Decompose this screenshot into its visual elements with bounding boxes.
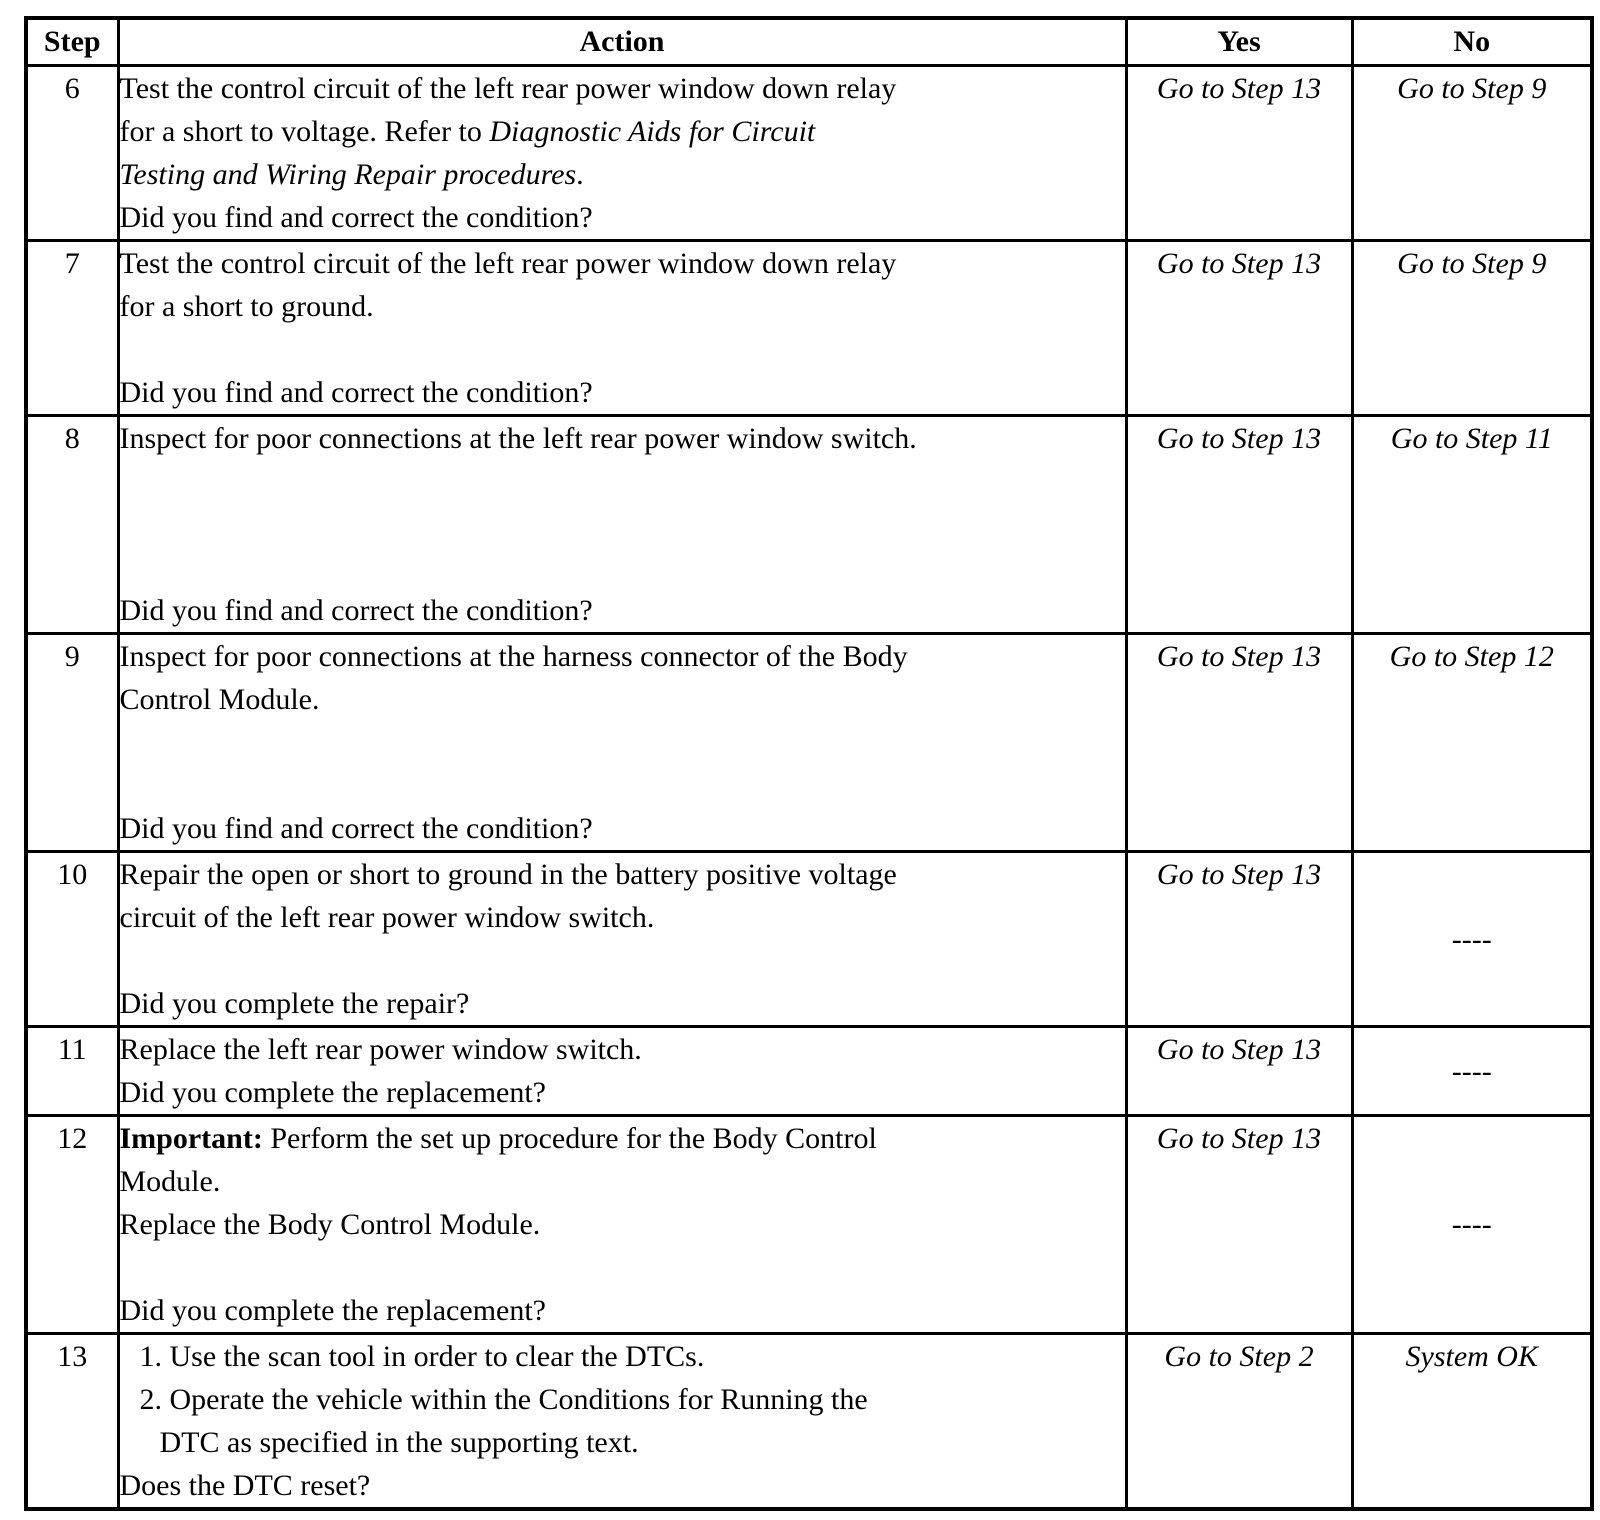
- table-row: [26, 1027, 1592, 1116]
- important-label: Important:: [119, 1122, 263, 1155]
- header-row: [26, 18, 1592, 66]
- action-line: [120, 153, 1125, 196]
- table-row: [26, 852, 1592, 1027]
- action-line: Inspect for poor connections at the harness connector of the Body: [119, 640, 908, 673]
- step-number: 6: [26, 66, 118, 241]
- action-cell: [118, 416, 1126, 634]
- no-result: Go to Step 9: [1352, 241, 1592, 416]
- step-number: 12: [26, 1116, 118, 1334]
- no-result: ----: [1352, 852, 1592, 1027]
- action-line: Test the control circuit of the left rear power window down relay: [119, 247, 897, 280]
- action-line: circuit of the left rear power window switch.: [119, 901, 655, 934]
- table-row: [26, 1334, 1592, 1510]
- yes-result: Go to Step 13: [1126, 241, 1352, 416]
- action-cell: [118, 66, 1126, 241]
- action-line: Replace the left rear power window switch.: [119, 1033, 642, 1066]
- table-row: [26, 416, 1592, 634]
- action-text: for a short to voltage. Refer to: [119, 115, 490, 148]
- action-line: Replace the Body Control Module.: [119, 1208, 541, 1241]
- action-question: Did you find and correct the condition?: [119, 594, 593, 627]
- table-row: [26, 1116, 1592, 1334]
- header-no: No: [1352, 18, 1592, 66]
- header-action: Action: [118, 18, 1126, 66]
- action-text: Perform the set up procedure for the Body Control: [262, 1122, 877, 1155]
- action-line: Module.: [119, 1165, 221, 1198]
- list-item: 2. Operate the vehicle within the Conditions for Running the: [139, 1383, 868, 1416]
- table-row: [26, 241, 1592, 416]
- action-question: Did you complete the repair?: [119, 987, 470, 1020]
- yes-result: Go to Step 13: [1126, 852, 1352, 1027]
- action-cell: [118, 1116, 1126, 1334]
- action-question: Does the DTC reset?: [119, 1469, 371, 1502]
- yes-result: Go to Step 13: [1126, 416, 1352, 634]
- list-item: 1. Use the scan tool in order to clear the DTCs.: [139, 1340, 705, 1373]
- no-result: Go to Step 9: [1352, 66, 1592, 241]
- action-line: Inspect for poor connections at the left rear power window switch.: [119, 422, 917, 455]
- action-line: [120, 1117, 1125, 1160]
- step-number: 11: [26, 1027, 118, 1116]
- table-row: [26, 66, 1592, 241]
- action-cell: [118, 1334, 1126, 1510]
- no-result: Go to Step 12: [1352, 634, 1592, 852]
- list-item-continuation: DTC as specified in the supporting text.: [159, 1426, 639, 1459]
- action-question: Did you find and correct the condition?: [119, 201, 593, 234]
- no-result: Go to Step 11: [1352, 416, 1592, 634]
- action-line: Test the control circuit of the left rear power window down relay: [119, 72, 897, 105]
- reference-link: Diagnostic Aids for Circuit: [489, 115, 816, 148]
- action-line: for a short to ground.: [119, 290, 374, 323]
- yes-result: Go to Step 13: [1126, 66, 1352, 241]
- yes-result: Go to Step 13: [1126, 1027, 1352, 1116]
- table-row: [26, 634, 1592, 852]
- no-result: ----: [1352, 1116, 1592, 1334]
- step-number: 10: [26, 852, 118, 1027]
- action-question: Did you find and correct the condition?: [119, 812, 593, 845]
- step-number: 7: [26, 241, 118, 416]
- header-step: Step: [26, 18, 118, 66]
- action-question: Did you find and correct the condition?: [119, 376, 593, 409]
- action-cell: [118, 852, 1126, 1027]
- step-number: 13: [26, 1334, 118, 1510]
- action-line: [120, 110, 1125, 153]
- yes-result: Go to Step 2: [1126, 1334, 1352, 1510]
- action-text: .: [576, 158, 584, 191]
- header-yes: Yes: [1126, 18, 1352, 66]
- reference-link: Testing and Wiring Repair procedures: [119, 158, 577, 191]
- action-question: Did you complete the replacement?: [119, 1294, 546, 1327]
- action-cell: [118, 241, 1126, 416]
- action-cell: [118, 1027, 1126, 1116]
- yes-result: Go to Step 13: [1126, 1116, 1352, 1334]
- no-result: System OK: [1352, 1334, 1592, 1510]
- diagnostic-table: [24, 16, 1594, 1511]
- action-line: Repair the open or short to ground in the battery positive voltage: [119, 858, 897, 891]
- action-cell: [118, 634, 1126, 852]
- step-number: 9: [26, 634, 118, 852]
- no-result: ----: [1352, 1027, 1592, 1116]
- yes-result: Go to Step 13: [1126, 634, 1352, 852]
- action-line: Control Module.: [119, 683, 320, 716]
- action-question: Did you complete the replacement?: [119, 1076, 546, 1109]
- step-number: 8: [26, 416, 118, 634]
